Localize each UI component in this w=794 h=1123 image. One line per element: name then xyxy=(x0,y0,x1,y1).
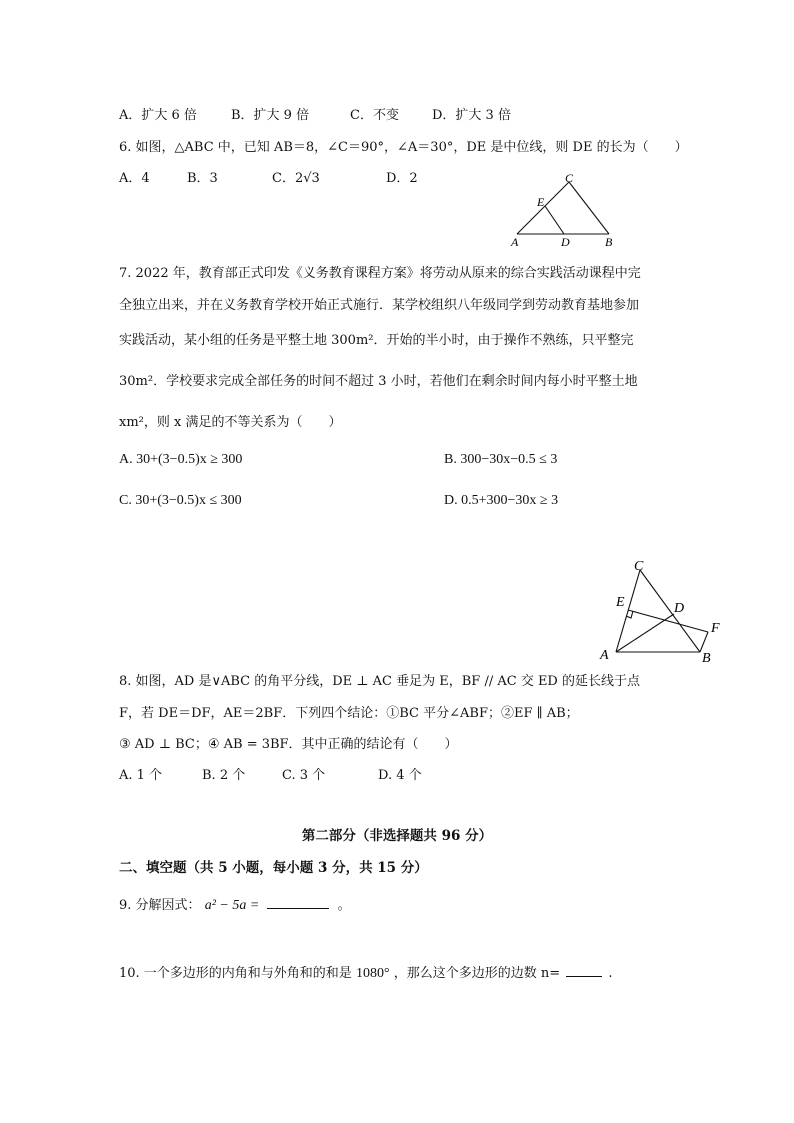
q5-option-c: C．不变 xyxy=(350,108,399,123)
q6-option-c: C．2√3 xyxy=(272,171,320,186)
part2-title: 第二部分（非选择题共 96 分） xyxy=(301,828,493,844)
q10-value: 1080° xyxy=(355,966,390,981)
q8-option-c: C. 3 个 xyxy=(282,768,326,783)
q10-answer-blank[interactable] xyxy=(566,964,602,977)
q7-line-3: 实践活动，某小组的任务是平整土地 300m²．开始的半小时，由于操作不熟练，只平整完 xyxy=(119,333,634,348)
q7-line-5: xm²，则 x 满足的不等关系为（ ） xyxy=(119,415,342,430)
q6-option-b: B．3 xyxy=(187,171,218,186)
q9-prefix: 9. 分解因式： xyxy=(119,898,201,913)
q8-label-b: B xyxy=(702,651,711,666)
q6-label-e: E xyxy=(537,195,545,209)
q9-expression: a² − 5a = xyxy=(204,898,260,913)
q9-line xyxy=(119,894,351,914)
q8-option-b: B. 2 个 xyxy=(202,768,246,783)
q6-label-c: C xyxy=(565,171,574,185)
q8-option-d: D. 4 个 xyxy=(378,768,422,783)
q6-triangle-figure xyxy=(505,168,625,250)
q8-option-a: A. 1 个 xyxy=(119,768,163,783)
q9-suffix: 。 xyxy=(337,898,351,913)
q6-label-b: B xyxy=(605,235,613,249)
part2-section-heading: 二、填空题（共 5 小题，每小题 3 分，共 15 分） xyxy=(119,860,428,876)
q10-end: . xyxy=(608,966,613,981)
q7-line-2: 全独立出来，并在义务教育学校开始正式施行．某学校组织八年级同学到劳动教育基地参加 xyxy=(119,298,640,313)
q8-triangle-figure xyxy=(590,556,740,668)
q5-option-d: D．扩大 3 倍 xyxy=(432,108,511,123)
q7-line-4: 30m²．学校要求完成全部任务的时间不超过 3 小时，若他们在剩余时间内每小时平整土地 xyxy=(119,374,638,389)
q9-answer-blank[interactable] xyxy=(267,896,329,909)
q7-option-a: A. 30+(3−0.5)x ≥ 300 xyxy=(119,452,243,467)
q7-option-c: C. 30+(3−0.5)x ≤ 300 xyxy=(119,493,242,508)
q5-option-a: A．扩大 6 倍 xyxy=(119,108,197,123)
q6-stem: 6. 如图，△ABC 中，已知 AB＝8，∠C＝90°，∠A＝30°，DE 是中位线，则 DE 的长为（ ） xyxy=(119,140,688,155)
q10-line xyxy=(119,962,613,982)
q8-label-c: C xyxy=(634,559,644,574)
q8-label-d: D xyxy=(674,601,685,616)
q8-line-2: F，若 DE＝DF，AE＝2BF．下列四个结论：①BC 平分∠ABF；②EF ∥ AB； xyxy=(119,706,579,721)
q5-option-b: B．扩大 9 倍 xyxy=(231,108,310,123)
q6-option-d: D．2 xyxy=(386,171,418,186)
q7-option-d: D. 0.5+300−30x ≥ 3 xyxy=(444,493,559,508)
q8-label-a: A xyxy=(600,648,609,663)
q8-line-3: ③ AD ⊥ BC；④ AB = 3BF．其中正确的结论有（ ） xyxy=(119,737,458,752)
q8-line-1: 8. 如图，AD 是∨ABC 的角平分线，DE ⊥ AC 垂足为 E，BF // AC 交 ED 的延长线于点 xyxy=(119,674,640,689)
q6-label-d: D xyxy=(561,235,570,249)
q8-label-e: E xyxy=(616,595,625,610)
q8-label-f: F xyxy=(711,621,720,636)
q7-option-b: B. 300−30x−0.5 ≤ 3 xyxy=(444,452,558,467)
q10-suffix: ，那么这个多边形的边数 n= xyxy=(393,966,561,981)
q10-prefix: 10. 一个多边形的内角和与外角和的和是 xyxy=(119,966,352,981)
q6-label-a: A xyxy=(511,235,519,249)
q7-line-1: 7. 2022 年，教育部正式印发《义务教育课程方案》将劳动从原来的综合实践活动课程中完 xyxy=(119,266,641,281)
q6-option-a: A．4 xyxy=(119,171,150,186)
